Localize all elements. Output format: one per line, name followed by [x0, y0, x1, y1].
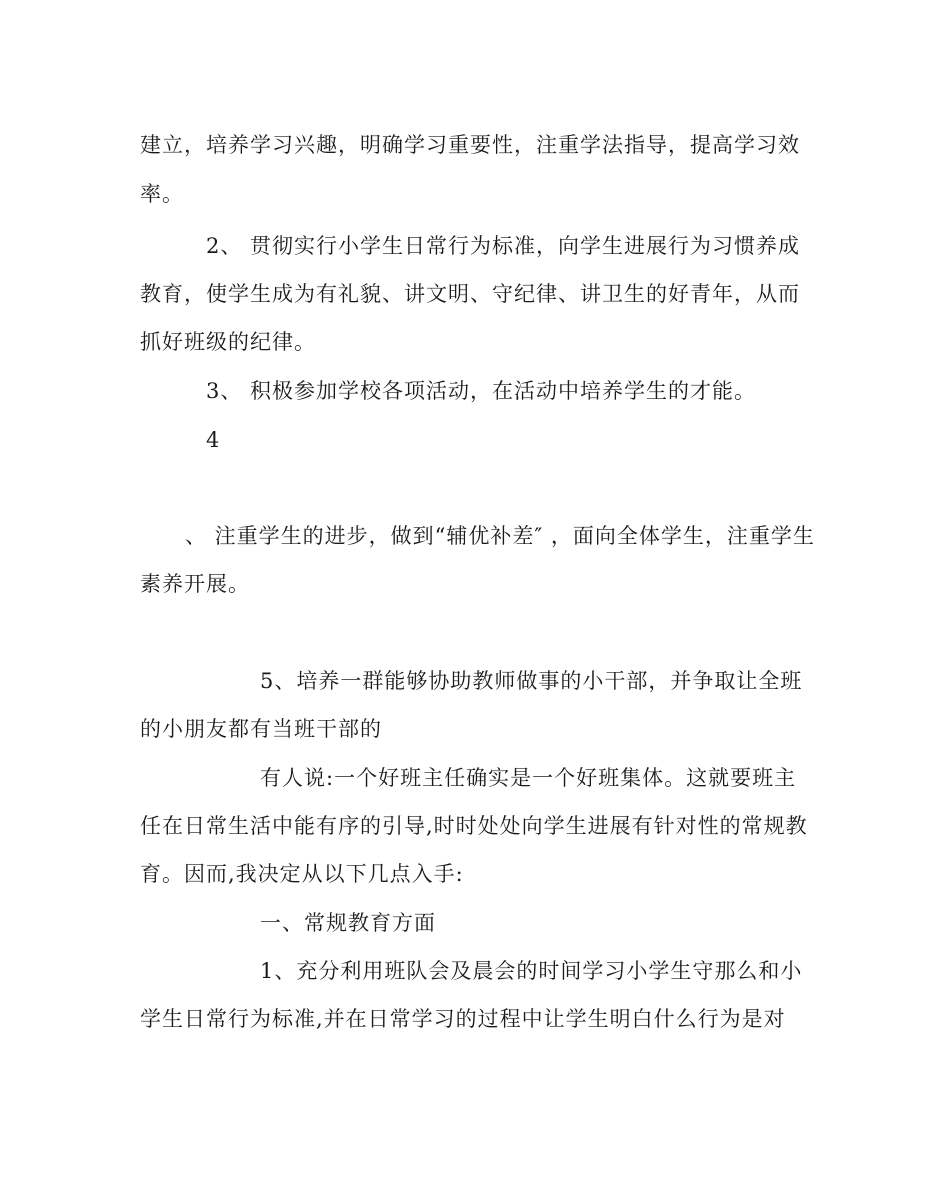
text-line-4: 教育，使学生成为有礼貌、讲文明、守纪律、讲卫生的好青年，从而 — [140, 282, 800, 306]
text-line-11: 的小朋友都有当班干部的 — [140, 717, 382, 741]
text-line-9: 素养开展。 — [140, 572, 250, 596]
text-line-3: 2、 贯彻实行小学生日常行为标准，向学生进展行为习惯养成 — [206, 234, 801, 258]
text-line-1: 建立，培养学习兴趣，明确学习重要性，注重学法指导，提高学习效 — [140, 133, 800, 157]
text-line-7: 4 — [206, 428, 221, 452]
text-line-10: 5、培养一群能够协助教师做事的小干部，并争取让全班 — [260, 669, 803, 693]
text-line-5: 抓好班级的纪律。 — [140, 330, 316, 354]
text-line-16: 1、充分利用班队会及晨会的时间学习小学生守那么和小 — [260, 959, 803, 983]
text-line-17: 学生日常行为标准,并在日常学习的过程中让学生明白什么行为是对 — [140, 1007, 786, 1031]
text-line-13: 任在日常生活中能有序的引导,时时处处向学生进展有针对性的常规教 — [140, 814, 808, 838]
text-line-2: 率。 — [140, 182, 184, 206]
text-line-8: 、 注重学生的进步，做到“辅优补差″ ，面向全体学生，注重学生 — [185, 524, 815, 548]
text-line-12: 有人说:一个好班主任确实是一个好班集体。这就要班主 — [260, 766, 797, 790]
text-line-14: 育。因而,我决定从以下几点入手: — [140, 862, 464, 886]
text-line-15: 一、常规教育方面 — [260, 911, 436, 935]
text-line-6: 3、 积极参加学校各项活动，在活动中培养学生的才能。 — [206, 379, 757, 403]
